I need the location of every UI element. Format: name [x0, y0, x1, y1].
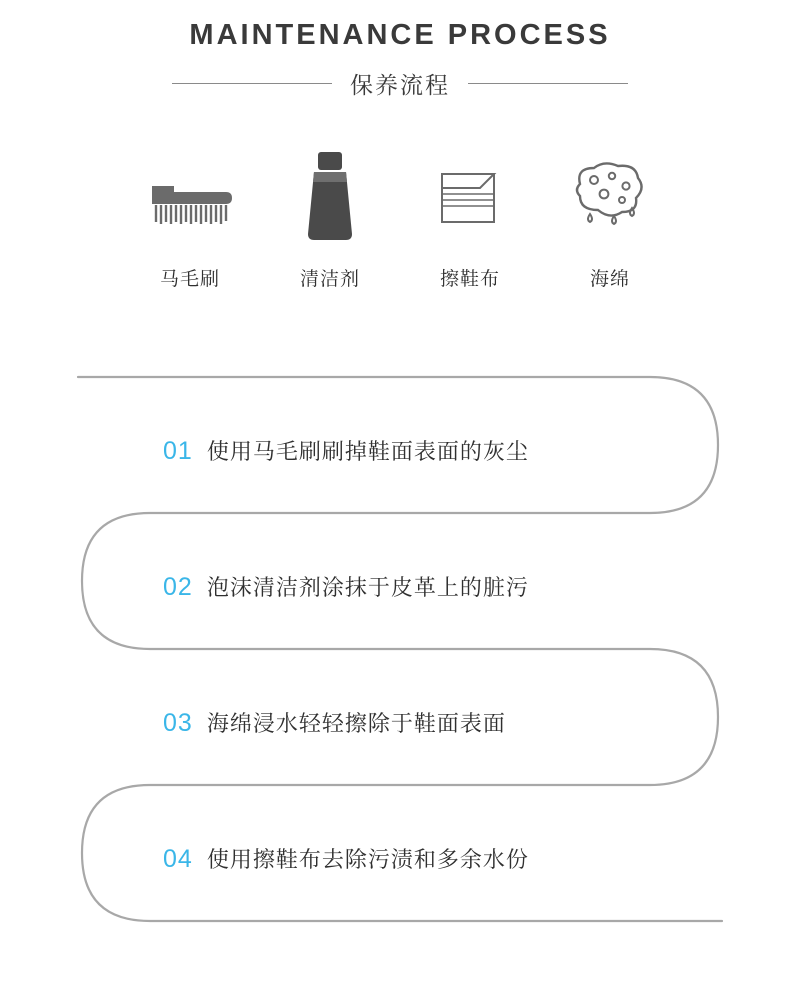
- step-number: 03: [163, 708, 193, 737]
- tool-label: 清洁剂: [299, 268, 360, 290]
- step-text: 海绵浸水轻轻擦除于鞋面表面: [206, 710, 506, 736]
- tool-label: 海绵: [589, 268, 630, 290]
- step-item-03: [163, 707, 506, 738]
- tool-item-brush: [120, 148, 260, 291]
- cleaner-tube-icon: [280, 148, 380, 244]
- step-text: 泡沫清洁剂涂抹于皮革上的脏污: [206, 574, 529, 600]
- step-number: 02: [163, 572, 193, 601]
- step-item-02: [163, 571, 529, 602]
- divider-left: [172, 83, 332, 84]
- tools-row: [0, 148, 800, 291]
- steps-diagram: [0, 369, 800, 929]
- subtitle-row: [0, 67, 800, 100]
- sponge-icon: [560, 148, 660, 244]
- tool-item-cleaner: [260, 148, 400, 291]
- brush-icon: [140, 148, 240, 244]
- page-header: [0, 0, 800, 100]
- step-text: 使用擦鞋布去除污渍和多余水份: [206, 846, 529, 872]
- tool-item-sponge: [540, 148, 680, 291]
- tool-item-cloth: [400, 148, 540, 291]
- cloth-icon: [420, 148, 520, 244]
- divider-right: [468, 83, 628, 84]
- step-text: 使用马毛刷刷掉鞋面表面的灰尘: [206, 438, 529, 464]
- page-title-english: MAINTENANCE PROCESS: [189, 19, 611, 51]
- tool-label: 马毛刷: [159, 268, 220, 290]
- step-number: 01: [163, 436, 193, 465]
- page-title-chinese: 保养流程: [350, 71, 450, 98]
- step-number: 04: [163, 844, 193, 873]
- step-item-04: [163, 843, 529, 874]
- step-item-01: [163, 435, 529, 466]
- tool-label: 擦鞋布: [439, 268, 500, 290]
